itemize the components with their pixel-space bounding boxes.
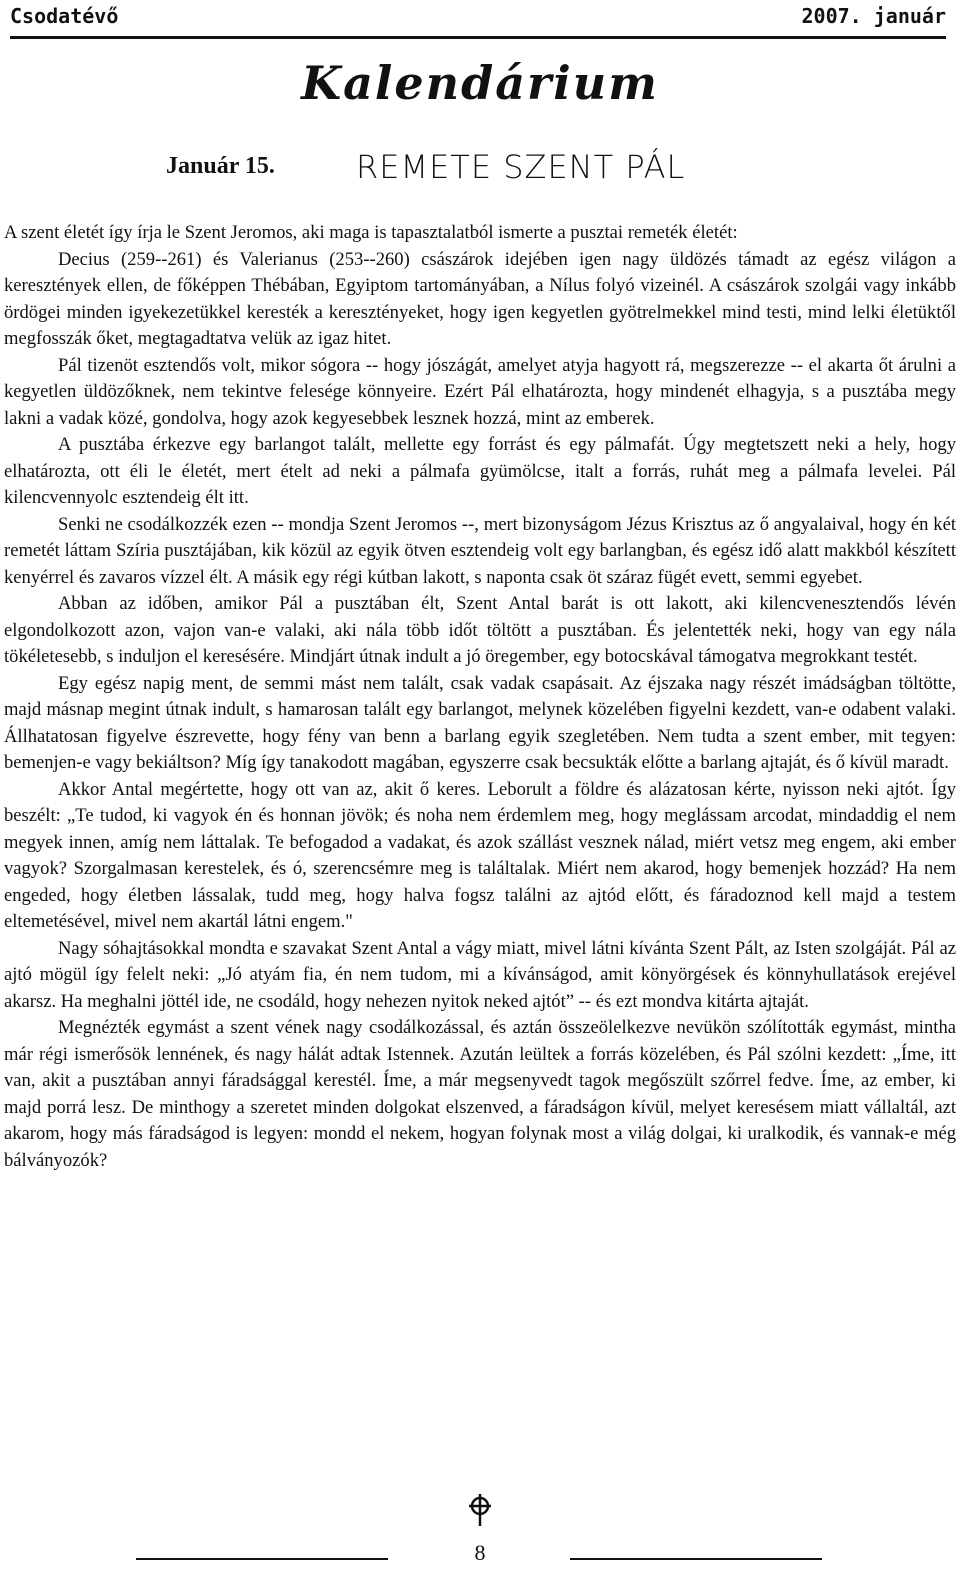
paragraph: Megnézték egymást a szent vének nagy csodálkozással, és aztán összeölelkezve nevükön szólították egymást, mintha már régi ismerősök lennének, és nagy hálát adtak Istennek. Azután leültek a forrás közelében, és Pál szólni kezdett: „Íme, itt van, akit a pusztában annyi fáradsággal kerestél. Íme, a már megsenyvedt tagok megőszült szőrrel fedve. Íme, az ember, ki majd porrá lesz. De minthogy a szeretet minden dolgokat elszenved, a fáradságon kívül, melyet keresésem miatt vállaltál, azt akarom, hogy más fáradságod is legyen: mondd el nekem, hogyan folynak most a világ dolgai, ki uralkodik, és vannak-e még bálványozók? bbox=[4, 1017, 956, 1171]
page-number: 8 bbox=[474, 1540, 486, 1565]
paragraph: Nagy sóhajtásokkal mondta e szavakat Szent Antal a vágy miatt, mivel látni kívánta Szent Pált, az Isten szolgáját. Pál az ajtó mögül így felelt neki: „Jó atyám fia, én nem tudom, mi a kívánságod, amit könyörgések és könnyhullatások erejével akarsz. Ha meghalni jöttél ide, ne csodáld, hogy nehezen nyitok neked ajtót” -- és ezt mondva kitárta ajtaját. bbox=[4, 937, 956, 1012]
paragraph: A pusztába érkezve egy barlangot talált, mellette egy forrást és egy pálmafát. Úgy megtetszett neki a hely, hogy elhatározta, ott éli le életét, mert ételt ad neki a pálmafa gyümölcse, italt a forrás, ruhát meg a pálmafa levelei. Pál kilencvennyolc esztendeig élt itt. bbox=[4, 434, 956, 508]
section-title: Kalendárium bbox=[301, 56, 659, 110]
paragraph: Abban az időben, amikor Pál a pusztában élt, Szent Antal barát is ott lakott, aki kilencvenesztendős lévén elgondolkozott azon, vajon van-e valaki, aki nála több időt töltött a pusztában. És jelentették neki, hogy van egy nála tökéletesebb, s induljon el keresésére. Mindjárt útnak indult a jó öregember, egy botocskával támogatva megrokkant testét. bbox=[4, 593, 956, 667]
paragraph-intro: A szent életét így írja le Szent Jeromos, aki maga is tapasztalatból ismerte a pusztai remeték életét: bbox=[4, 222, 738, 243]
article-body bbox=[4, 220, 956, 1174]
feast-date: Január 15. bbox=[166, 153, 275, 179]
cross-circle-icon bbox=[466, 1493, 494, 1527]
paragraph: Akkor Antal megértette, hogy ott van az, akit ő keres. Leborult a földre és alázatosan kérte, nyisson neki ajtót. Így beszélt: „Te tudod, ki vagyok én és honnan jövök; és noha nem érdemlem meg, hogy meglássam arcodat, mindaddig el nem megyek innen, amíg nem láttalak. Te befogadod a vadakat, és azok szállást vesznek nálad, miért vetsz meg engem, aki ember vagyok? Szorgalmasan kerestelek, és ó, szerencsémre meg is találtalak. Miért nem akarod, hogy bemenjek hozzád? Ha nem engeded, hogy életben lássalak, tudd meg, hogy halva fogsz találni az ajtód előtt, és fáradoznod kell majd a testem eltemetésével, mivel nem akartál látni engem." bbox=[4, 778, 956, 932]
footer-rule-right bbox=[570, 1558, 822, 1560]
saint-name-heading: REMETE SZENT PÁL bbox=[356, 148, 686, 186]
paragraph: Pál tizenöt esztendős volt, mikor sógora -- hogy jószágát, amelyet atyja hagyott rá, megszerezze -- el akarta őt árulni a kegyetlen üldözőknek, nem tekintve felesége könnyeire. Ezért Pál elhatározta, hogy mindenét elhagyja, s a pusztába megy lakni a vadak közé, gondolva, hogy azok kegyesebbek lesznek hozzá, mint az emberek. bbox=[4, 354, 956, 429]
header-publication-title: Csodatévő bbox=[10, 4, 119, 28]
header-issue-date: 2007. január bbox=[801, 4, 946, 28]
paragraph: Senki ne csodálkozzék ezen -- mondja Szent Jeromos --, mert bizonyságom Jézus Krisztus az ő angyalaival, hogy én két remetét láttam Szíria pusztájában, kik közül az egyik ötven esztendeig volt egy barlangban, és egész idő alatt makkból készített kenyérrel és zavaros vízzel élt. A másik egy régi kútban lakott, s naponta csak öt száraz fügét evett, semmi egyebet. bbox=[4, 513, 956, 588]
paragraph: Egy egész napig ment, de semmi mást nem talált, csak vadak csapásait. Az éjszaka nagy részét imádságban töltötte, majd másnap megint útnak indult, s hamarosan talált egy barlangot, melynek közelében figyelni kezdett, van-e odabent valaki. Állhatatosan figyelve észrevette, hogy fény van benn a barlang egyik szegletében. Nem tudta a szent ember, mit tegyen: bemenjen-e vagy bekiáltson? Míg így tanakodott magában, egyszerre csak becsukták előtte a barlang ajtaját, és ő kívül maradt. bbox=[4, 672, 956, 773]
paragraph: Decius (259--261) és Valerianus (253--260) császárok idejében igen nagy üldözés támadt az egész világon a keresztények ellen, de főképpen Thébában, Egyiptom tartományában, a Nílus folyó vizeinél. A császárok szolgái vagy inkább ördögei minden igyekezetükkel keresték a keresztényeket, hogy igen kegyetlen gyötrelmekkel mind testi, mind lelki életüktől megfosszák őket, megtagadtatva velük az igaz hitet. bbox=[4, 248, 956, 349]
page-header bbox=[10, 0, 946, 39]
